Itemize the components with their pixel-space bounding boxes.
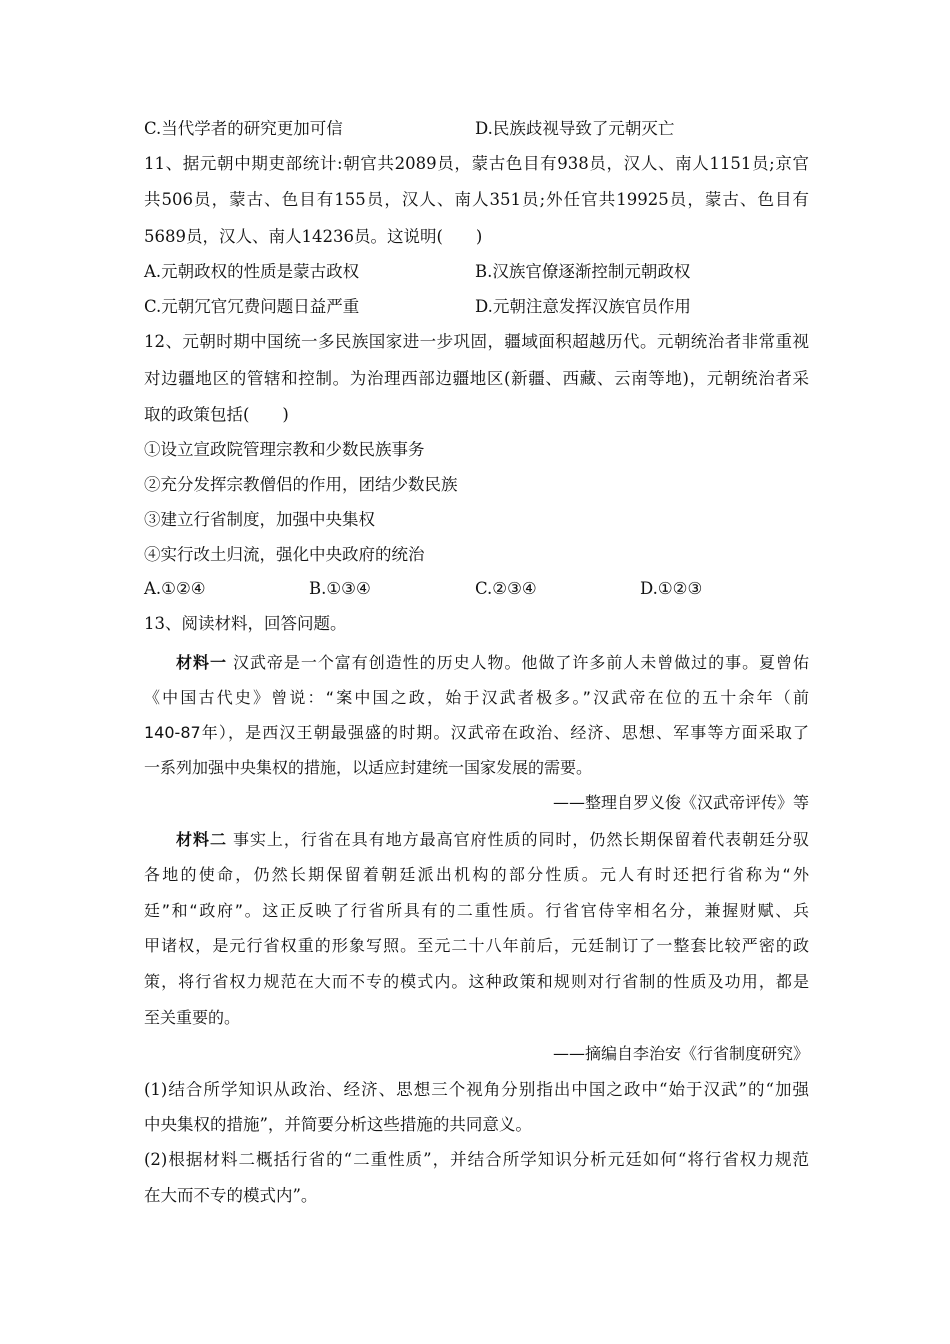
q12-stem-line: 12、元朝时期中国统一多民族国家进一步巩固，疆域面积超越历代。元朝统治者非常重视 xyxy=(144,332,809,351)
material2-line: 事实上，行省在具有地方最高官府性质的同时，仍然长期保留着代表朝廷分驭 xyxy=(226,830,809,849)
q12-stem-line: 对边疆地区的管辖和控制。为治理西部边疆地区(新疆、西藏、云南等地)，元朝统治者采 xyxy=(144,369,809,388)
q12-item: ②充分发挥宗教僧侣的作用，团结少数民族 xyxy=(144,475,458,494)
q12-item: ③建立行省制度，加强中央集权 xyxy=(144,510,375,529)
material2-line: 甲诸权，是元行省权重的形象写照。至元二十八年前后，元廷制订了一整套比较严密的政 xyxy=(144,936,809,955)
q12-stem-line: 取的政策包括( ) xyxy=(144,405,289,424)
q11-option-b: B.汉族官僚逐渐控制元朝政权 xyxy=(475,262,691,281)
q11-option-c: C.元朝冗官冗费问题日益严重 xyxy=(144,297,360,316)
material2-line: 至关重要的。 xyxy=(144,1008,241,1027)
q11-stem-line: 共506员，蒙古、色目有155员，汉人、南人351员;外任官共19925员，蒙古、色目有 xyxy=(144,190,809,209)
material2-source: ——摘编自李治安《行省制度研究》 xyxy=(552,1044,809,1063)
q10-option-c: C.当代学者的研究更加可信 xyxy=(144,119,343,138)
material1-label: 材料一 xyxy=(176,653,227,672)
q11-stem-line: 11、据元朝中期吏部统计:朝官共2089员，蒙古色目有938员，汉人、南人1151员;京官 xyxy=(144,154,809,173)
q12-item: ④实行改土归流，强化中央政府的统治 xyxy=(144,545,425,564)
q12-option-c: C.②③④ xyxy=(475,579,537,598)
material1-source: ——整理自罗义俊《汉武帝评传》等 xyxy=(552,793,809,812)
q13-sub2-line: 在大而不专的模式内”。 xyxy=(144,1186,318,1205)
material2-line: 策，将行省权力规范在大而不专的模式内。这种政策和规则对行省制的性质及功用，都是 xyxy=(144,972,809,991)
q12-option-a: A.①②④ xyxy=(144,579,206,598)
q10-option-d: D.民族歧视导致了元朝灭亡 xyxy=(475,119,675,138)
material1-line: 汉武帝是一个富有创造性的历史人物。他做了许多前人未曾做过的事。夏曾佑 xyxy=(226,653,809,672)
material1-line: 140-87年），是西汉王朝最强盛的时期。汉武帝在政治、经济、思想、军事等方面采取了 xyxy=(144,723,809,742)
material1-line: 《中国古代史》曾说：“案中国之政，始于汉武者极多。”汉武帝在位的五十余年（前 xyxy=(144,688,809,707)
material2-first-line xyxy=(176,829,809,851)
q12-option-b: B.①③④ xyxy=(309,579,371,598)
q13-stem: 13、阅读材料，回答问题。 xyxy=(144,614,347,633)
q11-option-a: A.元朝政权的性质是蒙古政权 xyxy=(144,262,360,281)
material1-first-line xyxy=(176,652,809,674)
material2-line: 廷”和“政府”。这正反映了行省所具有的二重性质。行省官侍宰相名分，兼握财赋、兵 xyxy=(144,901,809,920)
material2-line: 各地的使命，仍然长期保留着朝廷派出机构的部分性质。元人有时还把行省称为“外 xyxy=(144,865,809,884)
q12-option-d: D.①②③ xyxy=(640,579,703,598)
q13-sub1-line: 中央集权的措施”，并简要分析这些措施的共同意义。 xyxy=(144,1115,532,1134)
q13-sub2-line: (2)根据材料二概括行省的“二重性质”，并结合所学知识分析元廷如何“将行省权力规范 xyxy=(144,1150,809,1169)
material2-label: 材料二 xyxy=(176,830,227,849)
q11-stem-line: 5689员，汉人、南人14236员。这说明( ) xyxy=(144,227,483,246)
q13-sub1-line: (1)结合所学知识从政治、经济、思想三个视角分别指出中国之政中“始于汉武”的“加强 xyxy=(144,1080,809,1099)
q11-option-d: D.元朝注意发挥汉族官员作用 xyxy=(475,297,691,316)
q12-item: ①设立宣政院管理宗教和少数民族事务 xyxy=(144,440,425,459)
material1-line: 一系列加强中央集权的措施，以适应封建统一国家发展的需要。 xyxy=(144,758,593,777)
